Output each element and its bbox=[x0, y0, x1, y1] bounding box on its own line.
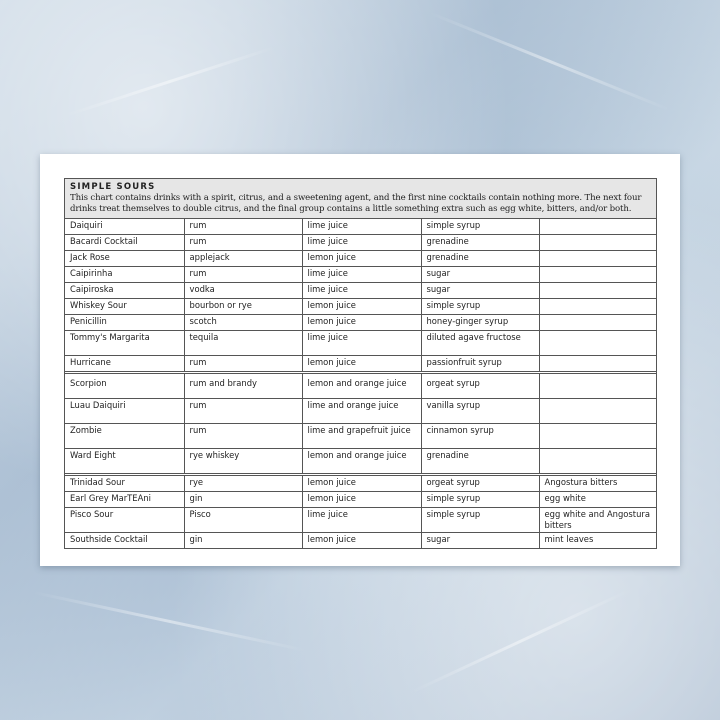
chart-header bbox=[65, 179, 656, 219]
spirit-cell: rye bbox=[184, 475, 302, 492]
sweetener-cell: sugar bbox=[421, 533, 539, 549]
table-row bbox=[65, 299, 656, 315]
table-row bbox=[65, 356, 656, 373]
sweetener-cell: grenadine bbox=[421, 449, 539, 475]
citrus-cell: lime juice bbox=[302, 267, 421, 283]
chart-title: SIMPLE SOURS bbox=[70, 182, 156, 192]
cocktail-table-body bbox=[65, 219, 656, 549]
table-row bbox=[65, 475, 656, 492]
extra-cell bbox=[539, 235, 656, 251]
spirit-cell: Pisco bbox=[184, 508, 302, 533]
citrus-cell: lime and orange juice bbox=[302, 399, 421, 424]
extra-cell bbox=[539, 251, 656, 267]
extra-cell bbox=[539, 356, 656, 373]
table-row bbox=[65, 315, 656, 331]
spirit-cell: rum bbox=[184, 356, 302, 373]
sweetener-cell: diluted agave fructose bbox=[421, 331, 539, 356]
sweetener-cell: vanilla syrup bbox=[421, 399, 539, 424]
extra-cell bbox=[539, 283, 656, 299]
cocktail-name-cell: Daiquiri bbox=[65, 219, 184, 235]
ice-texture bbox=[429, 11, 671, 111]
simple-sours-chart bbox=[64, 178, 657, 549]
sweetener-cell: sugar bbox=[421, 267, 539, 283]
sweetener-cell: grenadine bbox=[421, 235, 539, 251]
sweetener-cell: orgeat syrup bbox=[421, 475, 539, 492]
citrus-cell: lemon juice bbox=[302, 315, 421, 331]
spirit-cell: scotch bbox=[184, 315, 302, 331]
cocktail-table bbox=[65, 219, 656, 549]
cocktail-name-cell: Pisco Sour bbox=[65, 508, 184, 533]
citrus-cell: lemon juice bbox=[302, 475, 421, 492]
citrus-cell: lime juice bbox=[302, 235, 421, 251]
citrus-cell: lime juice bbox=[302, 283, 421, 299]
cocktail-name-cell: Hurricane bbox=[65, 356, 184, 373]
extra-cell: egg white bbox=[539, 492, 656, 508]
extra-cell bbox=[539, 219, 656, 235]
table-row bbox=[65, 283, 656, 299]
chart-card bbox=[40, 154, 680, 566]
cocktail-name-cell: Ward Eight bbox=[65, 449, 184, 475]
extra-cell bbox=[539, 299, 656, 315]
sweetener-cell: orgeat syrup bbox=[421, 373, 539, 399]
cocktail-name-cell: Bacardi Cocktail bbox=[65, 235, 184, 251]
table-row bbox=[65, 219, 656, 235]
ice-texture bbox=[33, 591, 308, 652]
citrus-cell: lemon juice bbox=[302, 533, 421, 549]
extra-cell: mint leaves bbox=[539, 533, 656, 549]
spirit-cell: bourbon or rye bbox=[184, 299, 302, 315]
cocktail-name-cell: Southside Cocktail bbox=[65, 533, 184, 549]
extra-cell bbox=[539, 267, 656, 283]
ice-texture bbox=[411, 589, 630, 693]
table-row bbox=[65, 331, 656, 356]
cocktail-name-cell: Scorpion bbox=[65, 373, 184, 399]
citrus-cell: lime juice bbox=[302, 508, 421, 533]
spirit-cell: gin bbox=[184, 492, 302, 508]
spirit-cell: rum bbox=[184, 235, 302, 251]
sweetener-cell: grenadine bbox=[421, 251, 539, 267]
chart-description: This chart contains drinks with a spirit, citrus, and a sweetening agent, and the first nine cocktails contain nothing more. The next four drinks treat themselves to double citrus, and the final group contains a little something extra such as egg white, bitters, and/or both. bbox=[70, 193, 642, 214]
extra-cell bbox=[539, 449, 656, 475]
sweetener-cell: cinnamon syrup bbox=[421, 424, 539, 449]
citrus-cell: lime and grapefruit juice bbox=[302, 424, 421, 449]
extra-cell bbox=[539, 315, 656, 331]
spirit-cell: tequila bbox=[184, 331, 302, 356]
spirit-cell: rum bbox=[184, 399, 302, 424]
table-row bbox=[65, 373, 656, 399]
extra-cell bbox=[539, 399, 656, 424]
cocktail-name-cell: Caipiroska bbox=[65, 283, 184, 299]
table-row bbox=[65, 251, 656, 267]
citrus-cell: lemon juice bbox=[302, 299, 421, 315]
spirit-cell: rum and brandy bbox=[184, 373, 302, 399]
cocktail-name-cell: Penicillin bbox=[65, 315, 184, 331]
sweetener-cell: simple syrup bbox=[421, 299, 539, 315]
ice-texture bbox=[65, 46, 275, 117]
cocktail-name-cell: Trinidad Sour bbox=[65, 475, 184, 492]
sweetener-cell: sugar bbox=[421, 283, 539, 299]
citrus-cell: lemon juice bbox=[302, 356, 421, 373]
table-row bbox=[65, 492, 656, 508]
table-row bbox=[65, 235, 656, 251]
sweetener-cell: simple syrup bbox=[421, 492, 539, 508]
extra-cell: egg white and Angostura bitters bbox=[539, 508, 656, 533]
cocktail-name-cell: Earl Grey MarTEAni bbox=[65, 492, 184, 508]
spirit-cell: rum bbox=[184, 267, 302, 283]
spirit-cell: gin bbox=[184, 533, 302, 549]
cocktail-name-cell: Caipirinha bbox=[65, 267, 184, 283]
table-row bbox=[65, 508, 656, 533]
cocktail-name-cell: Tommy's Margarita bbox=[65, 331, 184, 356]
table-row bbox=[65, 267, 656, 283]
spirit-cell: rum bbox=[184, 219, 302, 235]
citrus-cell: lime juice bbox=[302, 331, 421, 356]
sweetener-cell: simple syrup bbox=[421, 219, 539, 235]
citrus-cell: lemon and orange juice bbox=[302, 449, 421, 475]
table-row bbox=[65, 449, 656, 475]
table-row bbox=[65, 399, 656, 424]
sweetener-cell: honey-ginger syrup bbox=[421, 315, 539, 331]
cocktail-name-cell: Jack Rose bbox=[65, 251, 184, 267]
citrus-cell: lemon juice bbox=[302, 251, 421, 267]
extra-cell bbox=[539, 373, 656, 399]
sweetener-cell: simple syrup bbox=[421, 508, 539, 533]
citrus-cell: lime juice bbox=[302, 219, 421, 235]
spirit-cell: rum bbox=[184, 424, 302, 449]
cocktail-name-cell: Zombie bbox=[65, 424, 184, 449]
sweetener-cell: passionfruit syrup bbox=[421, 356, 539, 373]
cocktail-name-cell: Luau Daiquiri bbox=[65, 399, 184, 424]
table-row bbox=[65, 424, 656, 449]
extra-cell bbox=[539, 331, 656, 356]
spirit-cell: vodka bbox=[184, 283, 302, 299]
citrus-cell: lemon juice bbox=[302, 492, 421, 508]
spirit-cell: rye whiskey bbox=[184, 449, 302, 475]
cocktail-name-cell: Whiskey Sour bbox=[65, 299, 184, 315]
citrus-cell: lemon and orange juice bbox=[302, 373, 421, 399]
table-row bbox=[65, 533, 656, 549]
spirit-cell: applejack bbox=[184, 251, 302, 267]
extra-cell bbox=[539, 424, 656, 449]
extra-cell: Angostura bitters bbox=[539, 475, 656, 492]
